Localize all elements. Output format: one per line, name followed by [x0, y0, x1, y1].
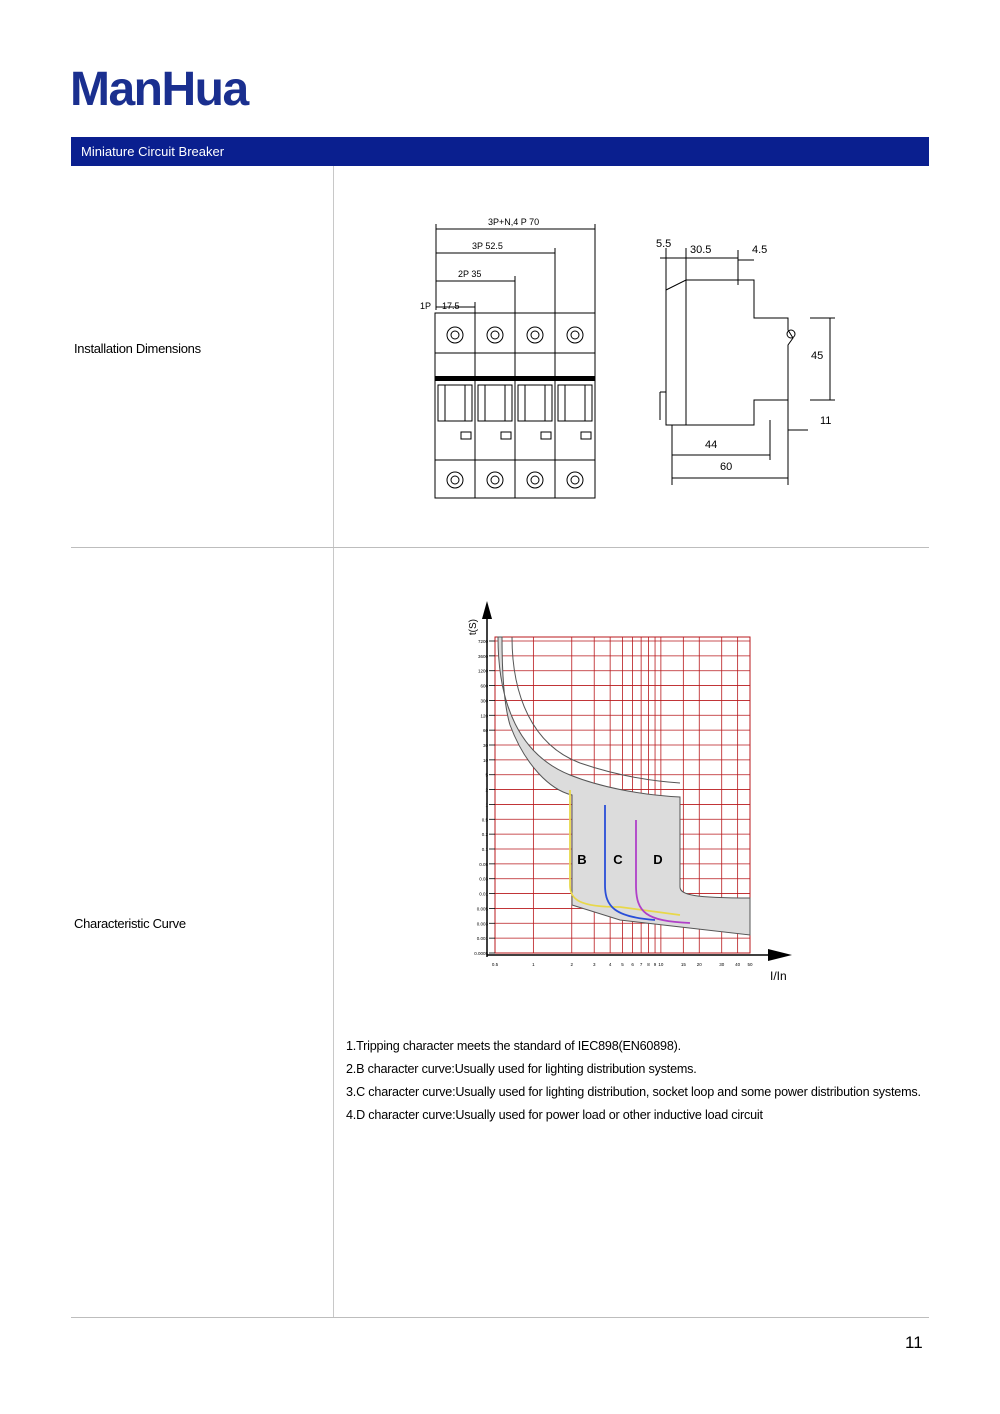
section-banner: Miniature Circuit Breaker [71, 137, 929, 166]
y-tick-label: 10 [482, 757, 488, 763]
x-tick-label: 8 [647, 962, 650, 967]
curve-d-label: D [653, 852, 663, 867]
y-tick-label: 0.01 [479, 891, 488, 897]
y-tick-label: 1 [485, 802, 488, 808]
y-tick-label: 0.2 [481, 832, 488, 838]
x-tick-label: 10 [658, 962, 664, 967]
y-tick-label: 30 [482, 743, 488, 748]
y-tick-label: 0.003 [476, 921, 488, 927]
y-tick-label: 5 [485, 772, 488, 778]
dim-17-5: 17.5 [442, 301, 460, 311]
y-tick-label: 0.0005 [474, 951, 488, 956]
x-axis-label: I/In [770, 969, 787, 983]
dim-11: 11 [820, 415, 832, 427]
installation-label: Installation Dimensions [74, 341, 201, 356]
note-item: 4.D character curve:Usually used for power load or other inductive load circuit [346, 1108, 763, 1122]
x-tick-label: 20 [696, 962, 702, 967]
y-tick-label: 1200 [477, 668, 488, 674]
y-tick-label: 0.001 [476, 936, 488, 942]
row-divider-2 [71, 1317, 929, 1318]
curve-c-label: C [613, 852, 623, 867]
x-tick-label: 15 [680, 962, 686, 967]
trip-band [498, 637, 750, 935]
notes-list [346, 1035, 936, 1127]
x-tick-label: 0.5 [491, 962, 499, 967]
column-divider [333, 166, 334, 1318]
x-tick-label: 6 [631, 962, 634, 967]
curve-label: Characteristic Curve [74, 916, 186, 931]
side-view-drawing [650, 230, 850, 490]
x-tick-label: 2 [570, 962, 574, 967]
x-tick-label: 40 [735, 962, 741, 967]
dim-60: 60 [720, 461, 733, 473]
front-view-drawing [410, 210, 610, 505]
y-tick-label: 0.1 [481, 847, 488, 852]
dim-35: 2P 35 [458, 269, 482, 279]
y-tick-label: 0.5 [481, 817, 488, 823]
brand-logo: ManHua [70, 63, 248, 116]
y-tick-label: 120 [480, 713, 488, 719]
note-item: 1.Tripping character meets the standard of IEC898(EN60898). [346, 1039, 681, 1053]
characteristic-curve-chart [440, 595, 810, 990]
y-tick-label: 0.05 [479, 861, 488, 867]
y-tick-label: 0.005 [476, 906, 488, 912]
x-tick-label: 1 [532, 962, 535, 967]
y-axis-label: t(S) [468, 619, 479, 636]
y-tick-label: 0.03 [479, 876, 488, 882]
dim-70: 3P+N,4 P 70 [488, 217, 540, 227]
curve-b-label: B [577, 852, 587, 867]
note-item: 3.C character curve:Usually used for lighting distribution, socket loop and some power distribution systems. [346, 1085, 921, 1099]
row-divider-1 [71, 547, 929, 548]
note-item: 2.B character curve:Usually used for lighting distribution systems. [346, 1062, 697, 1076]
dim-52-5: 3P 52.5 [472, 241, 503, 251]
y-tick-label: 300 [480, 698, 488, 704]
dim-1p: 1P [420, 301, 432, 311]
dim-44: 44 [705, 439, 718, 451]
y-tick-label: 60 [482, 728, 488, 734]
dim-45: 45 [811, 350, 824, 362]
y-tick-label: 3600 [477, 653, 488, 659]
y-tick-label: 7200 [477, 639, 488, 644]
x-tick-label: 9 [653, 962, 657, 967]
x-tick-label: 3 [592, 962, 596, 967]
x-tick-label: 4 [608, 962, 612, 967]
dim-30-5: 30.5 [690, 244, 712, 256]
y-tick-label: 600 [480, 683, 488, 689]
x-tick-label: 7 [639, 962, 643, 967]
y-tick-label: 2 [485, 787, 488, 793]
dim-4-5: 4.5 [752, 244, 768, 256]
page-number: 11 [905, 1333, 923, 1352]
x-tick-label: 5 [621, 962, 624, 967]
dim-5-5: 5.5 [656, 238, 672, 250]
x-tick-label: 30 [719, 962, 725, 967]
x-tick-label: 50 [747, 962, 753, 967]
